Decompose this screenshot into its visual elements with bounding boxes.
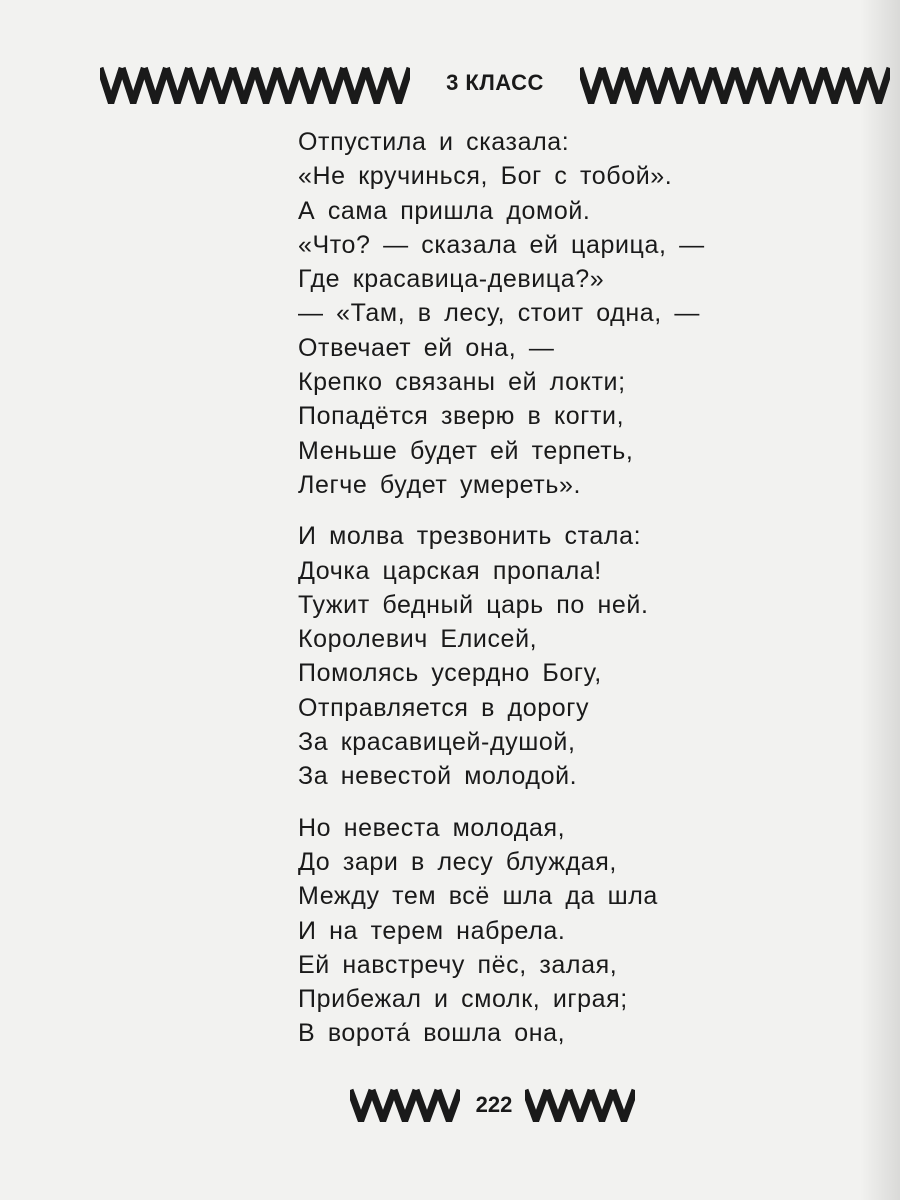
poem-line: Крепко связаны ей локти; [298,368,626,397]
footer-zigzag-ornament-left [350,1088,460,1127]
poem-line: За красавицей-душой, [298,728,576,757]
poem-line: И молва трезвонить стала: [298,522,642,551]
header-zigzag-ornament-left [100,66,410,106]
page-number: 222 [475,1092,513,1117]
poem-line: Королевич Елисей, [298,625,538,654]
poem-line: — «Там, в лесу, стоит одна, — [298,299,700,328]
grade-title: 3 КЛАСС [446,70,544,95]
poem-line: В ворота́ вошла она, [298,1019,566,1048]
stanza-3 [298,811,878,1051]
poem-line: И на терем набрела. [298,916,566,945]
poem-line: А сама пришла домой. [298,196,591,225]
poem-line: Отправляется в дорогу [298,693,590,722]
poem-line: «Не кручинься, Бог с тобой». [298,162,673,191]
poem-line: Попадётся зверю в когти, [298,402,625,431]
poem-line: Отвечает ей она, — [298,333,555,362]
poem-line: Дочка царская пропала! [298,556,602,585]
stanza-1 [298,125,878,502]
header-zigzag-ornament-right [580,66,890,106]
poem-line: Но невеста молодая, [298,813,566,842]
poem-line: Помолясь усердно Богу, [298,659,602,688]
poem-line: Ей навстречу пёс, залая, [298,950,618,979]
poem-line: Где красавица-девица?» [298,265,605,294]
footer-zigzag-ornament-right [525,1088,635,1127]
poem-line: Легче будет умереть». [298,470,582,499]
poem-line: «Что? — сказала ей царица, — [298,230,705,259]
stanza-2 [298,519,878,793]
poem-line: Меньше будет ей терпеть, [298,436,634,465]
poem-line: Отпустила и сказала: [298,128,570,156]
poem-line: Тужит бедный царь по ней. [298,590,649,619]
poem-line: До зари в лесу блуждая, [298,847,617,876]
poem-line: Между тем всё шла да шла [298,882,658,911]
page-footer [350,1088,650,1124]
poem-line: Прибежал и смолк, играя; [298,985,628,1014]
page-header [100,66,890,106]
poem-text [298,125,878,1068]
poem-line: За невестой молодой. [298,762,578,791]
